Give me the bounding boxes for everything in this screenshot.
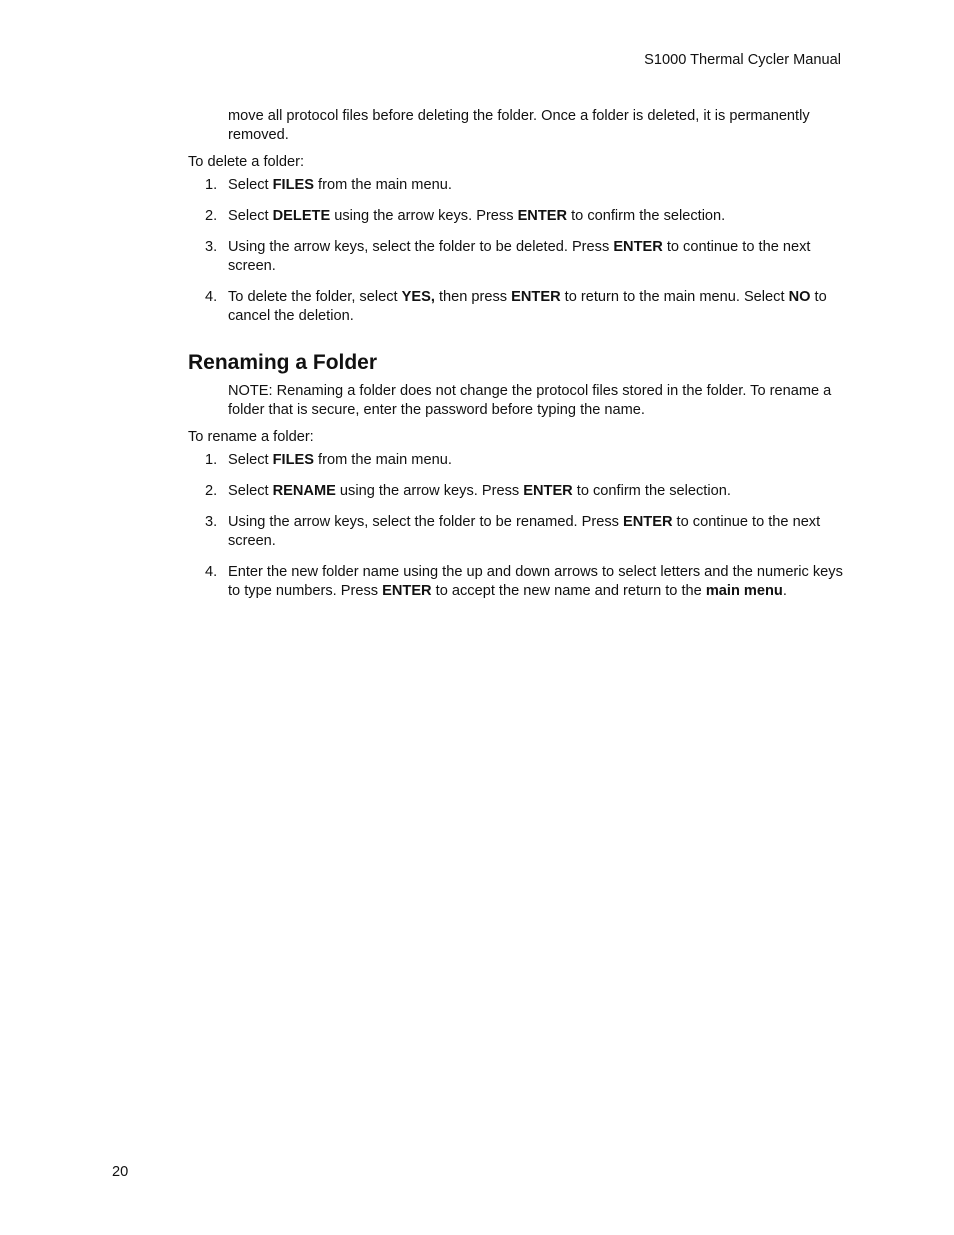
list-item bbox=[188, 451, 848, 470]
step-keyword: DELETE bbox=[272, 208, 331, 224]
step-text: to confirm the selection. bbox=[567, 208, 726, 224]
step-keyword: FILES bbox=[272, 177, 314, 193]
step-text: from the main menu. bbox=[313, 177, 452, 193]
section-heading: Renaming a Folder bbox=[188, 351, 378, 374]
step-text: to cancel the deletion. bbox=[228, 289, 827, 324]
step-keyword: ENTER bbox=[511, 289, 561, 305]
page-content bbox=[188, 107, 848, 613]
step-text: Enter the new folder name using the up and down arrows to select letters and the numeric keys to type numbers. Press bbox=[228, 564, 843, 599]
step-text: to confirm the selection. bbox=[572, 483, 731, 499]
step-number: 3. bbox=[205, 239, 218, 255]
step-text: then press bbox=[434, 289, 512, 305]
step-keyword: ENTER bbox=[523, 483, 573, 499]
delete-intro: To delete a folder: bbox=[188, 154, 305, 170]
list-item bbox=[188, 238, 848, 276]
step-number: 2. bbox=[205, 208, 218, 224]
list-item bbox=[188, 513, 848, 551]
step-text: to continue to the next screen. bbox=[228, 239, 811, 274]
step-text: to continue to the next screen. bbox=[228, 514, 821, 549]
page-number: 20 bbox=[112, 1164, 129, 1180]
running-header: S1000 Thermal Cycler Manual bbox=[644, 52, 841, 68]
note-paragraph: NOTE: Renaming a folder does not change the protocol files stored in the folder. To rename a folder that is secure, enter the password before typing the name. bbox=[228, 383, 832, 418]
step-number: 1. bbox=[205, 177, 218, 193]
step-keyword: main menu bbox=[705, 583, 783, 599]
step-text: Select bbox=[228, 208, 273, 224]
list-item bbox=[188, 207, 848, 226]
step-keyword: FILES bbox=[272, 452, 314, 468]
delete-steps bbox=[188, 176, 848, 326]
step-text: . bbox=[782, 583, 787, 599]
step-number: 2. bbox=[205, 483, 218, 499]
list-item bbox=[188, 482, 848, 501]
list-item bbox=[188, 176, 848, 195]
step-keyword: RENAME bbox=[272, 483, 336, 499]
step-text: using the arrow keys. Press bbox=[330, 208, 518, 224]
step-keyword: ENTER bbox=[623, 514, 673, 530]
step-text: to accept the new name and return to the bbox=[431, 583, 706, 599]
step-keyword: YES, bbox=[401, 289, 435, 305]
step-keyword: ENTER bbox=[517, 208, 568, 224]
list-item bbox=[188, 288, 848, 326]
step-text: from the main menu. bbox=[313, 452, 452, 468]
list-item bbox=[188, 563, 848, 601]
step-keyword: ENTER bbox=[613, 239, 663, 255]
rename-steps bbox=[188, 451, 848, 601]
step-number: 3. bbox=[205, 514, 218, 530]
step-number: 4. bbox=[205, 289, 218, 305]
rename-intro: To rename a folder: bbox=[188, 429, 314, 445]
step-keyword: ENTER bbox=[382, 583, 432, 599]
step-number: 1. bbox=[205, 452, 218, 468]
continuation-paragraph: move all protocol files before deleting the folder. Once a folder is deleted, it is permanently removed. bbox=[228, 108, 810, 143]
step-text: Using the arrow keys, select the folder to be renamed. Press bbox=[228, 514, 624, 530]
step-text: to return to the main menu. Select bbox=[560, 289, 789, 305]
step-text: Using the arrow keys, select the folder to be deleted. Press bbox=[228, 239, 614, 255]
step-text: Select bbox=[228, 483, 273, 499]
step-text: Select bbox=[228, 177, 273, 193]
step-keyword: NO bbox=[788, 289, 811, 305]
step-number: 4. bbox=[205, 564, 218, 580]
step-text: using the arrow keys. Press bbox=[335, 483, 524, 499]
step-text: To delete the folder, select bbox=[228, 289, 402, 305]
step-text: Select bbox=[228, 452, 273, 468]
